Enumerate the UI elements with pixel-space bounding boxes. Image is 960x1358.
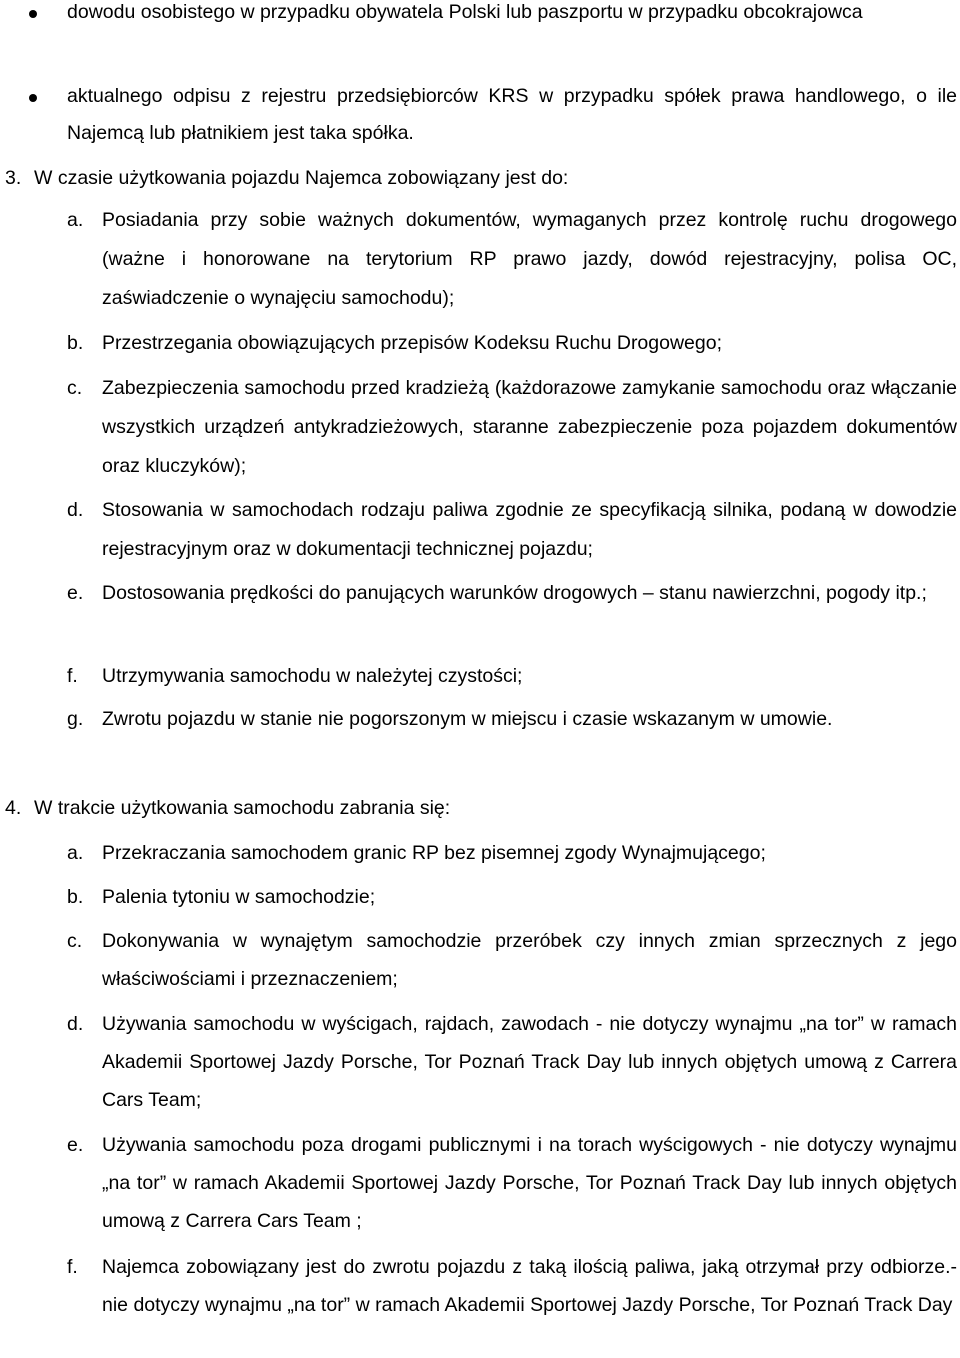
item-text: Używania samochodu w wyścigach, rajdach, zawodach - nie dotyczy wynajmu „na tor” w ramach Akademii Sportowej Jazdy Porsche, Tor Poznań Track Day lub innych objętych umową z Carrera Cars Team; [102,1013,957,1111]
item-letter: a. [67,209,84,231]
item-text: Przekraczania samochodem granic RP bez pisemnej zgody Wynajmującego; [102,842,766,864]
bullet-text: aktualnego odpisu z rejestru przedsiębiorców KRS w przypadku spółek prawa handlowego, o ile Najemcą lub płatnikiem jest taka spółka. [67,85,957,144]
item-text: Zabezpieczenia samochodu przed kradzieżą (każdorazowe zamykanie samochodu oraz włączanie wszystkich urządzeń antykradzieżowych, staranne zabezpieczenie poza pojazdem dokumentów oraz kluczyków); [102,377,957,477]
item-letter: c. [67,930,83,952]
item-text: Dostosowania prędkości do panujących warunków drogowych – stanu nawierzchni, pogody itp.; [102,582,927,604]
item-text: Używania samochodu poza drogami publicznymi i na torach wyścigowych - nie dotyczy wynajmu „na tor” w ramach Akademii Sportowej Jazdy Porsche, Tor Poznań Track Day lub innych objętych umową z Carrera Cars Team ; [102,1134,957,1232]
item-letter: b. [67,886,84,908]
item-text: Utrzymywania samochodu w należytej czystości; [102,665,523,687]
item-letter: d. [67,499,84,521]
item-letter: a. [67,842,84,864]
item-letter: e. [67,582,84,604]
item-text: Stosowania w samochodach rodzaju paliwa zgodnie ze specyfikacją silnika, podaną w dowodzie rejestracyjnym oraz w dokumentacji technicznej pojazdu; [102,499,957,560]
item-letter: b. [67,332,84,354]
item-letter: c. [67,377,83,399]
bullet-dot-icon [29,10,37,18]
item-letter: f. [67,665,78,687]
section-number: 3. [5,167,22,189]
item-letter: e. [67,1134,84,1156]
item-text: Zwrotu pojazdu w stanie nie pogorszonym w miejscu i czasie wskazanym w umowie. [102,708,833,730]
item-letter: d. [67,1013,84,1035]
section-title: W czasie użytkowania pojazdu Najemca zobowiązany jest do: [34,167,569,189]
item-letter: g. [67,708,84,730]
item-letter: f. [67,1256,78,1278]
item-text: Najemca zobowiązany jest do zwrotu pojazdu z taką ilością paliwa, jaką otrzymał przy odbiorze.- nie dotyczy wynajmu „na tor” w ramach Akademii Sportowej Jazdy Porsche, Tor Poznań Track Day [102,1256,957,1316]
item-text: Palenia tytoniu w samochodzie; [102,886,376,908]
item-text: Przestrzegania obowiązujących przepisów Kodeksu Ruchu Drogowego; [102,332,723,354]
bullet-dot-icon [29,94,37,102]
item-text: Posiadania przy sobie ważnych dokumentów, wymaganych przez kontrolę ruchu drogowego (ważne i honorowane na terytorium RP prawo jazdy, dowód rejestracyjny, polisa OC, zaświadczenie o wynajęciu samochodu); [102,209,957,309]
item-text: Dokonywania w wynajętym samochodzie przeróbek czy innych zmian sprzecznych z jego właściwościami i przeznaczeniem; [102,930,957,990]
section-title: W trakcie użytkowania samochodu zabrania się: [34,797,451,819]
section-number: 4. [5,797,22,819]
bullet-text: dowodu osobistego w przypadku obywatela Polski lub paszportu w przypadku obcokrajowca [67,1,863,23]
